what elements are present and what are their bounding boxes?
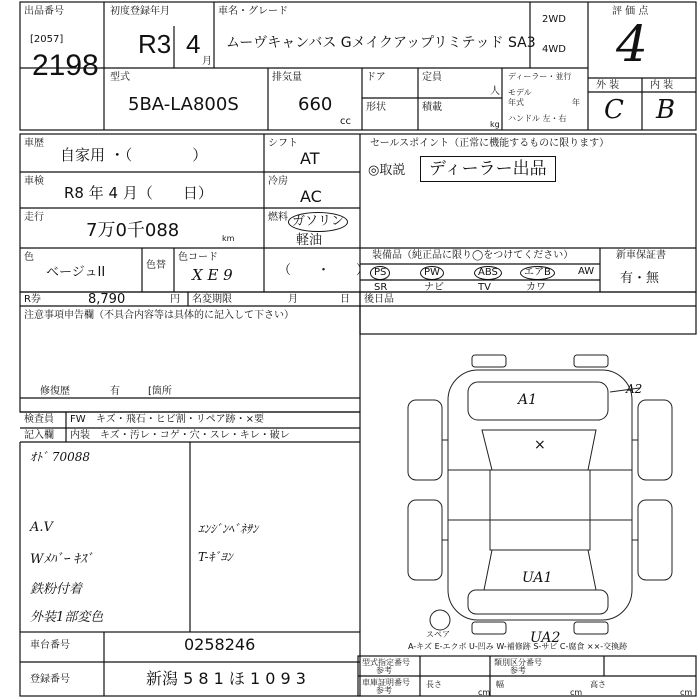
note-belt: T-ｷﾞﾖﾝ [198,550,233,564]
color-change-label: 色替 [146,260,166,271]
displacement-label: 排気量 [272,72,302,83]
car-name: ムーヴキャンバス Gメイクアップリミテッド SA3 [226,35,536,51]
drive-2wd: 2WD [542,14,566,25]
color-label: 色 [24,252,34,263]
load-label: 積載 [422,102,442,113]
shift-label: シフト [268,138,298,149]
history-label: 車歴 [24,138,44,149]
dealer-line-4: ハンドル 左・右 [508,114,567,123]
warranty-label: 新車保証書 [616,250,666,261]
repair-value: 有 [110,386,120,397]
equip-abs: ABS [474,266,502,280]
shape-label: 形状 [366,102,386,113]
lot-label: 出品番号 [24,6,64,17]
cooling-label: 冷房 [268,176,288,187]
dealer-line-3: 年式 [508,98,524,107]
bt-r2a: 車庫証明番号 [362,678,410,687]
bt-width: 幅 [496,680,504,689]
first-reg-month: 4 [186,29,201,59]
bt-r1d: 参考 [510,666,526,675]
diagram-a1: A1 [518,392,538,408]
sales-point-label: セールスポイント（正常に機能するものに限ります） [370,138,610,149]
plate-label: 登録番号 [30,674,70,685]
color-code-label: 色コード [178,252,218,263]
score-ext-label: 外 装 [596,80,620,91]
first-reg-era: R3 [138,29,172,59]
name-label: 車名・グレード [218,6,288,17]
fuel-alt: 軽油 [296,233,323,248]
equip-ps: PS [370,266,390,280]
fuel-label: 燃料 [268,212,288,223]
history-value: 自家用 ・（ ） [60,146,208,164]
lot-number: 2198 [32,49,99,82]
note-av: A.V [30,520,53,535]
bt-height: 高さ [590,680,606,689]
note-exterior: 外装1部変色 [30,610,104,625]
name-change-day: 日 [340,294,350,305]
inspector-label-1: 検査員 [24,414,54,425]
inspector-ext-tag: FW [70,414,86,425]
fuel-value: ガソリン [288,212,348,232]
fuel-paren: （ ・ ） [278,263,370,278]
damage-legend: A-キズ E-エクボ U-凹み W-補修跡 S-サビ C-腐食 ××-交換跡 [408,642,628,651]
door-label: ドア [366,72,386,83]
load-unit: kg [490,120,500,129]
diagram-mark: × [534,437,546,453]
drive-4wd: 4WD [542,44,566,55]
cooling-value: AC [300,187,322,206]
color-value: ベージュII [46,265,106,280]
plate-value: 新潟 5 8 1 ほ 1 0 9 3 [146,669,306,688]
dealer-line-1: ディーラー・並行 [508,72,572,81]
score-int: B [656,95,676,125]
displacement-value: 660 [298,94,333,115]
recycle-label: R券 [24,294,41,305]
first-reg-month-unit: 月 [202,56,212,67]
mileage-value: 7万0千088 [86,220,180,241]
displacement-unit: cc [340,116,351,127]
equip-airbag: エアB [520,266,555,280]
diagram-a2: A2 [626,382,643,396]
mileage-unit: km [222,234,235,243]
score-ext: C [604,95,624,125]
recycle-value: 8,790 [88,292,126,307]
note-steel: 鉄粉付着 [30,582,83,597]
bt-unit-1: cm [478,688,491,697]
score-value: 4 [616,15,648,73]
color-code: X E 9 [192,266,233,284]
model-value: 5BA-LA800S [128,94,239,115]
sales-point-manual: ◎取説 [368,163,406,178]
inspection-label: 車検 [24,176,44,187]
recycle-unit: 円 [170,294,180,305]
equip-sr: SR [374,282,388,293]
inspection-value: R8 年 4 月（ 日） [64,184,213,202]
note-engine: ｴﾝｼﾞﾝﾍﾞﾈｻﾝ [198,522,259,536]
frame-no-value: 0258246 [184,635,256,654]
lot-sub: [2057] [30,34,64,45]
score-int-label: 内 装 [650,80,674,91]
note-wiper: Wﾒﾊﾞｰ ｷｽﾞ [30,552,93,567]
diagram-ua2: UA2 [530,630,561,646]
bt-r1c: 類別区分番号 [494,658,542,667]
frame-no-label: 車台番号 [30,640,70,651]
equip-navi: ナビ [424,282,444,293]
equip-pw: PW [420,266,444,280]
repair-label: 修復歴 [40,386,70,397]
inspector-label-2: 記入欄 [24,430,54,441]
bt-unit-2: cm [570,688,583,697]
repair-place: [箇所 [148,386,172,397]
car-damage-diagram [408,355,672,634]
capacity-unit: 人 [490,86,500,97]
inspector-ext-items: キズ・飛石・ヒビ割・リペア跡・×要 [96,414,264,425]
name-change-month: 月 [288,294,298,305]
equipment-label: 装備品（純正品に限り◯をつけてください） [372,250,574,261]
diagram-ua1: UA1 [522,570,553,586]
bt-r1b: 参考 [376,666,392,675]
dealer-line-2: モデル [508,88,532,97]
name-change-label: 名変期限 [192,294,232,305]
bt-length: 長さ [426,680,442,689]
sales-point-dealer: ディーラー出品 [420,156,556,182]
score-label: 評 価 点 [612,6,649,17]
model-label: 型式 [110,72,130,83]
equip-tv: TV [478,282,491,293]
equip-aw: AW [578,266,595,277]
note-odo: ｵﾄﾞ 70088 [30,450,90,464]
bt-unit-3: cm [680,688,693,697]
after-items-label: 後日品 [364,294,394,305]
bt-r2b: 参考 [376,686,392,695]
equip-leather: カワ [526,282,546,293]
bt-r1: 型式指定番号 [362,658,410,667]
capacity-label: 定員 [422,72,442,83]
inspector-int-tag: 内装 [70,430,90,441]
first-reg-label: 初度登録年月 [110,6,170,17]
shift-value: AT [300,149,320,168]
mileage-label: 走行 [24,212,44,223]
diagram-spare: スペア [426,630,450,639]
dealer-line-3-unit: 年 [572,98,580,107]
warranty-value: 有・無 [620,271,660,286]
inspector-int-items: キズ・汚レ・コゲ・穴・スレ・キレ・破レ [100,430,290,441]
notes-label: 注意事項申告欄（不具合内容等は具体的に記入して下さい） [24,310,294,321]
